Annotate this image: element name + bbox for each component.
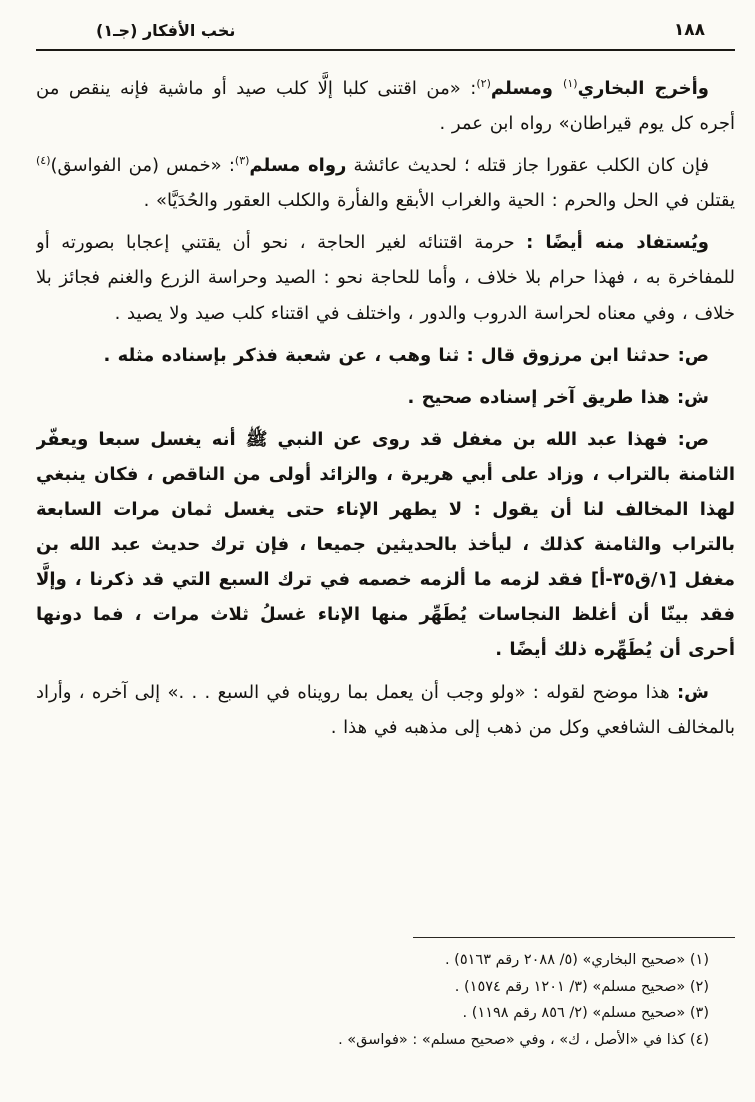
footnote-1: (١) «صحيح البخاري» (٥/ ٢٠٨٨ رقم ٥١٦٣) . — [444, 951, 709, 968]
paragraph-takhrij — [36, 71, 735, 141]
text-segment: فإن كان الكلب عقورا جاز قتله ؛ لحديث عائشة — [346, 155, 709, 177]
text-segment: ويُستفاد منه أيضًا : — [526, 232, 709, 254]
page-body — [36, 51, 735, 933]
footnote-ref-3: (٣) — [234, 154, 250, 168]
text-segment: : «خمس (من الفواسق) — [50, 155, 235, 177]
footnote-4: (٤) كذا في «الأصل ، ك» ، وفي «صحيح مسلم» : «فواسق» . — [338, 1032, 709, 1049]
paragraph-matn-isnad — [36, 338, 735, 373]
book-title: نخب الأفكار (جـ١) — [96, 21, 236, 40]
footnotes-section — [36, 933, 735, 1054]
text-segment: : «من اقتنى كلبا إلَّا كلب صيد أو ماشية فإنه ينقص من أجره كل يوم قيراطان» رواه ابن عمر . — [36, 78, 735, 135]
footnote-ref-1: (١) — [563, 77, 578, 90]
paragraph-matn-mughaffal — [36, 422, 735, 668]
footnote-ref-4: (٤) — [36, 154, 51, 168]
page-number: ١٨٨ — [673, 20, 705, 40]
text-segment: رواه مسلم — [249, 155, 347, 177]
text-segment: ومسلم — [490, 78, 564, 99]
paragraph-istifada — [36, 225, 735, 330]
text-segment: وأخرج البخاري — [577, 78, 709, 99]
footnote-separator — [413, 937, 735, 938]
page-header — [36, 14, 735, 51]
paragraph-sharh-isnad — [36, 380, 735, 415]
text-segment: ص: حدثنا ابن مرزوق قال : ثنا وهب ، عن شعبة فذكر بإسناده مثله . — [103, 344, 709, 366]
footnote-2: (٢) «صحيح مسلم» (٣/ ١٢٠١ رقم ١٥٧٤) . — [454, 978, 709, 995]
footnote-3: (٣) «صحيح مسلم» (٢/ ٨٥٦ رقم ١١٩٨) . — [462, 1005, 709, 1022]
paragraph-sharh-final — [36, 675, 735, 745]
footnote-ref-2: (٢) — [476, 77, 491, 90]
text-segment: هذا موضح لقوله : «ولو وجب أن يعمل بما رويناه في السبع . . .» إلى آخره ، وأراد بالمخالف الشافعي وكل من ذهب إلى مذهبه في هذا . — [36, 681, 735, 738]
text-segment: حرمة اقتنائه لغير الحاجة ، نحو أن يقتني إعجابا بصورته أو للمفاخرة به ، فهذا حرام بلا خلاف ، وأما للحاجة نحو : الصيد وحراسة الزرع والغنم فجائز بلا خلاف ، وفي معناه لحراسة الدروب والدور ، واختلف في اقتناء كلب صيد ولا يصيد . — [36, 232, 735, 324]
text-segment: ش: — [676, 681, 709, 703]
text-segment: ش: هذا طريق آخر إسناده صحيح . — [407, 386, 709, 408]
text-segment: ص: فهذا عبد الله بن مغفل قد روى عن النبي ﷺ أنه يغسل سبعا ويعفّر الثامنة بالتراب ، وزاد على أبي هريرة ، والزائد أولى من الناقص ، فكان ينبغي لهذا المخالف لنا أن يقول : لا يطهر الإناء حتى يغسل ثمان مرات السابعة بالتراب والثامنة كذلك ، ليأخذ بالحديثين جميعا ، فإن ترك حديث عبد الله بن مغفل [١/ق٣٥-أ] فقد لزمه ما ألزمه خصمه في ترك السبع التي قد ذكرنا ، وإلَّا فقد بينّا أن أغلظ النجاسات يُطَهِّر منها الإناء غسلُ ثلاث مرات ، فما دونها أحرى أن يُطَهِّره ذلك أيضًا . — [36, 428, 735, 661]
text-segment: يقتلن في الحل والحرم : الحية والغراب الأبقع والفأرة والكلب العقور والحُدَيَّا» . — [143, 190, 735, 212]
paragraph-hadith-aisha — [36, 148, 735, 218]
